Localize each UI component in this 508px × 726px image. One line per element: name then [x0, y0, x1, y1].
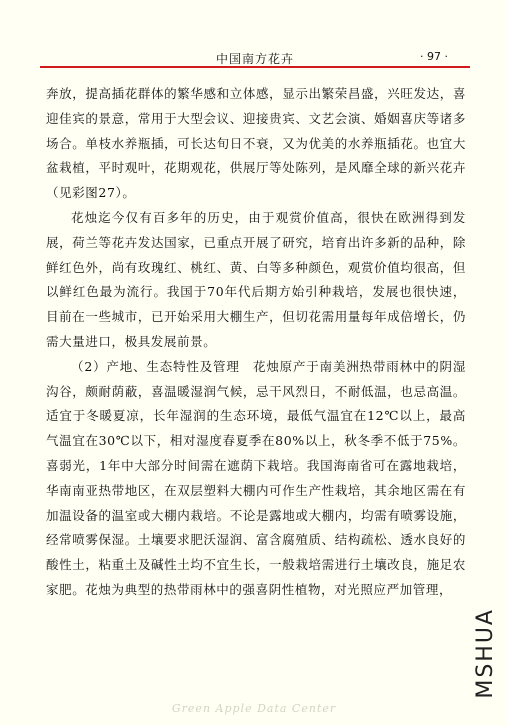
paragraph-1: 奔放，提高插花群体的繁华感和立体感，显示出繁荣昌盛，兴旺发达，喜迎佳宾的景意，常用于大型会议、迎接贵宾、文艺会演、婚姻喜庆等诸多场合。单枝水养瓶插，可长达旬日不衰，又为优美的水养瓶插花。也宜大盆栽植，平时观叶，花期观花，供展厅等处陈列，是风靡全球的新兴花卉（见彩图27）。 [46, 86, 466, 201]
paragraph-3: （2）产地、生态特性及管理 花烛原产于南美洲热带雨林中的阴湿沟谷，颇耐荫蔽，喜温暖湿润气候，忌干风烈日，不耐低温，也忌高温。适宜于冬暖夏凉，长年湿润的生态环境，最低气温宜在12℃以上，最高气温宜在30℃以下，相对湿度春夏季在80%以上，秋冬季不低于75%。喜弱光，1年中大部分时间需在遮荫下栽培。我国海南省可在露地栽培，华南南亚热带地区，在双层塑料大棚内可作生产性栽培，其余地区需在有加温设备的温室或大棚内栽培。不论是露地或大棚内，均需有喷雾设施，经常喷雾保湿。土壤要求肥沃湿润、富含腐殖质、结构疏松、透水良好的酸性土，粘重土及碱性土均不宜生长，一般栽培需进行土壤改良，施足农家肥。花烛为典型的热带雨林中的强喜阴性植物，对光照应严加管理， [46, 358, 466, 597]
page-number: · 97 · [420, 50, 448, 63]
running-header [40, 46, 470, 68]
body-text [46, 82, 466, 603]
paragraph-2: 花烛迄今仅有百多年的历史，由于观赏价值高，很快在欧洲得到发展，荷兰等花卉发达国家，已重点开展了研究，培育出许多新的品种，除鲜红色外，尚有玫瑰红、桃红、黄、白等多种颜色，观赏价值均很高，但以鲜红色最为流行。我国于70年代后期方始引种栽培，发展也很快速，目前在一些城市，已开始采用大棚生产，但切花需用量每年成倍增长，仍需大量进口，极具发展前景。 [46, 209, 466, 349]
book-title: 中国南方花卉 [215, 52, 294, 66]
scan-watermark: Green Apple Data Center [171, 702, 337, 715]
header-divider [40, 66, 470, 68]
side-stamp: MSHUA [473, 608, 498, 699]
